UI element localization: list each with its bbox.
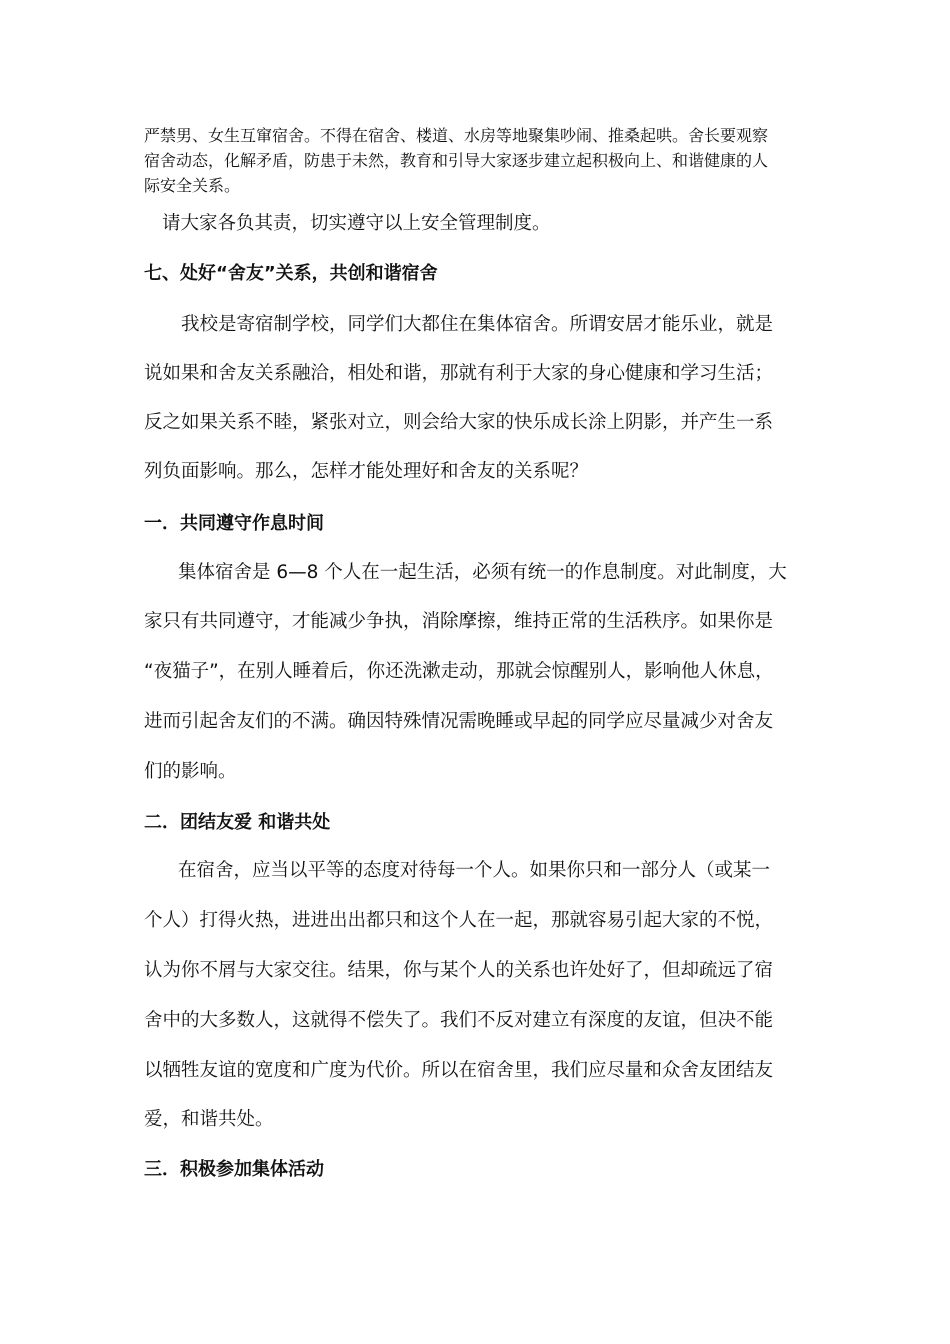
paragraph-line: 爱，和谐共处。 — [144, 1109, 274, 1130]
paragraph-line: 我校是寄宿制学校，同学们大都住在集体宿舍。所谓安居才能乐业，就是 — [181, 314, 774, 335]
paragraph-line: 家只有共同遵守，才能减少争执，消除摩擦，维持正常的生活秩序。如果你是 — [144, 611, 774, 632]
paragraph-line: 说如果和舍友关系融洽，相处和谐，那就有利于大家的身心健康和学习生活； — [144, 363, 774, 384]
subsection-heading: 二．团结友爱 和谐共处 — [144, 812, 331, 833]
paragraph-line: 列负面影响。那么，怎样才能处理好和舍友的关系呢？ — [144, 461, 589, 482]
paragraph-line: 反之如果关系不睦，紧张对立，则会给大家的快乐成长涂上阴影，并产生一系 — [144, 412, 774, 433]
paragraph-line: 进而引起舍友们的不满。确因特殊情况需晚睡或早起的同学应尽量减少对舍友 — [144, 711, 774, 732]
paragraph-line: 认为你不屑与大家交往。结果，你与某个人的关系也许处好了，但却疏远了宿 — [144, 960, 774, 981]
section-heading: 七、处好“舍友”关系，共创和谐宿舍 — [144, 263, 438, 284]
paragraph-line: 舍中的大多数人，这就得不偿失了。我们不反对建立有深度的友谊，但决不能 — [144, 1010, 774, 1031]
paragraph-line: 集体宿舍是 6—8 个人在一起生活，必须有统一的作息制度。对此制度，大 — [178, 562, 787, 583]
intro-line: 际安全关系。 — [144, 176, 241, 195]
subsection-heading: 三．积极参加集体活动 — [144, 1159, 324, 1180]
closing-sentence: 请大家各负其责，切实遵守以上安全管理制度。 — [162, 213, 551, 234]
paragraph-line: 在宿舍，应当以平等的态度对待每一个人。如果你只和一部分人（或某一 — [178, 860, 771, 881]
paragraph-line: 以牺牲友谊的宽度和广度为代价。所以在宿舍里，我们应尽量和众舍友团结友 — [144, 1060, 774, 1081]
paragraph-line: “夜猫子”，在别人睡着后，你还洗漱走动，那就会惊醒别人，影响他人休息， — [144, 661, 774, 682]
paragraph-line: 个人）打得火热，进进出出都只和这个人在一起，那就容易引起大家的不悦， — [144, 910, 774, 931]
intro-line: 严禁男、女生互窜宿舍。不得在宿舍、楼道、水房等地聚集吵闹、推桑起哄。舍长要观察 — [144, 126, 769, 145]
subsection-heading: 一．共同遵守作息时间 — [144, 513, 324, 534]
intro-line: 宿舍动态，化解矛盾，防患于未然，教育和引导大家逐步建立起积极向上、和谐健康的人 — [144, 151, 769, 170]
paragraph-line: 们的影响。 — [144, 761, 237, 782]
